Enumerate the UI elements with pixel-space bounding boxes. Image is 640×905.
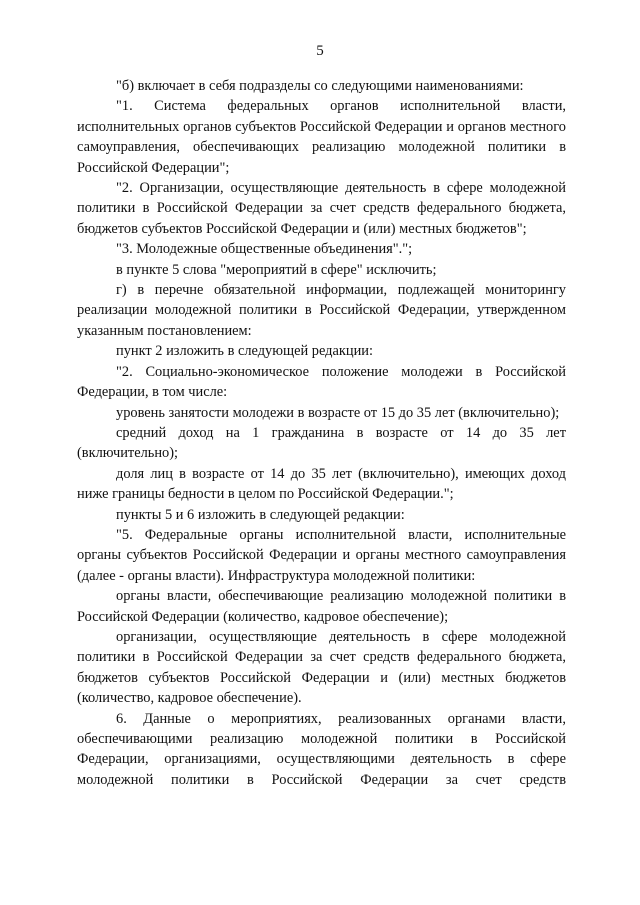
paragraph: "3. Молодежные общественные объединения"."; <box>116 241 413 258</box>
paragraph: "5. Федеральные органы исполнительной власти, исполнительные органы субъектов Российской Федерации и органы местного самоуправления (далее - органы власти). Инфраструктура молодежной политики: <box>77 526 566 584</box>
paragraph: пункт 2 изложить в следующей редакции: <box>116 343 373 360</box>
page-number: 5 <box>316 43 324 59</box>
paragraph: органы власти, обеспечивающие реализацию молодежной политики в Российской Федерации (количество, кадровое обеспечение); <box>77 588 566 625</box>
paragraph: организации, осуществляющие деятельность в сфере молодежной политики в Российской Федерации за счет средств федерального бюджета, бюджетов субъектов Российской Федерации и (или) местных бюджетов (количество, кадровое обеспечение). <box>77 628 566 707</box>
paragraph: "2. Социально-экономическое положение молодежи в Российской Федерации, в том числе: <box>77 363 566 401</box>
paragraph: "б) включает в себя подразделы со следующими наименованиями: <box>116 78 524 94</box>
paragraph: доля лиц в возрасте от 14 до 35 лет (включительно), имеющих доход ниже границы бедности в целом по Российской Федерации."; <box>77 465 566 503</box>
paragraph: г) в перечне обязательной информации, подлежащей мониторингу реализации молодежной политики в Российской Федерации, утвержденном указанным постановлением: <box>77 282 566 339</box>
document-body <box>77 76 566 790</box>
paragraph: уровень занятости молодежи в возрасте от 15 до 35 лет (включительно); <box>116 404 560 421</box>
paragraph: 6. Данные о мероприятиях, реализованных органами власти, обеспечивающими реализацию молодежной политики в Российской Федерации, организациями, осуществляющими деятельность в сфере молодежной политики в Российской Федерации за счет средств <box>77 710 566 788</box>
paragraph: "2. Организации, осуществляющие деятельность в сфере молодежной политики в Российской Федерации за счет средств федерального бюджета, бюджетов субъектов Российской Федерации и (или) местных бюджетов"; <box>77 180 566 237</box>
paragraph: средний доход на 1 гражданина в возрасте от 14 до 35 лет (включительно); <box>77 424 566 462</box>
paragraph: "1. Система федеральных органов исполнительной власти, исполнительных органов субъектов Российской Федерации и органов местного самоуправления, обеспечивающих реализацию молодежной политики в Российской Федерации"; <box>77 98 566 176</box>
paragraph: в пункте 5 слова "мероприятий в сфере" исключить; <box>116 261 437 278</box>
paragraph: пункты 5 и 6 изложить в следующей редакции: <box>116 506 405 523</box>
